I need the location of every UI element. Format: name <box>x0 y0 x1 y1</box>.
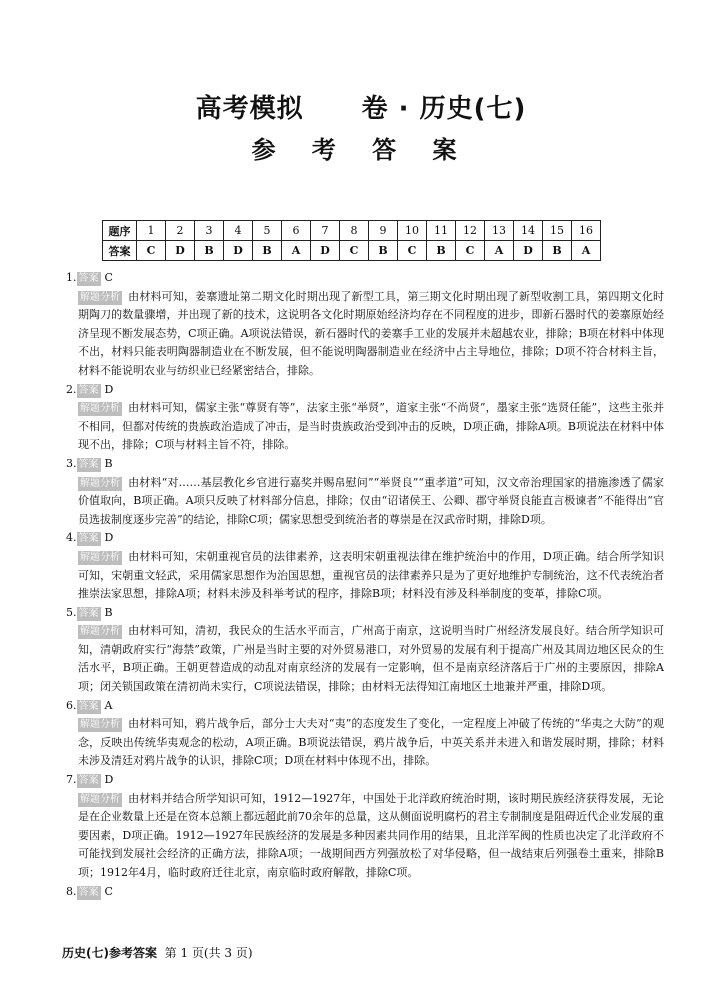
analysis-badge: 解题分析 <box>80 793 120 805</box>
number-row-label: 题序 <box>103 221 137 241</box>
question-number: 3. <box>66 456 77 470</box>
analysis-text: 由材料可知，姜寨遗址第二期文化时期出现了新型工具，第三期文化时期出现了新型收割工具，第四期文化时期陶刀的数量骤增，并出现了新的技术，这说明各文化时期原始经济均存在不同程度的进步，即新石器时代的姜寨原始经济呈现不断发展态势，C项正确。A项说法错误，新石器时代的姜寨手工业的发展并未超越农业，排除；B项在材料中体现不出，材料只能表明陶器制造业在不断发展，但不能说明陶器制造业在经济中占主导地位，排除；D项不符合材料主旨，材料不能说明农业与纺织业已经紧密结合，排除。 <box>78 289 664 377</box>
answer-value: D <box>104 531 114 545</box>
answer-table <box>102 220 601 261</box>
number-cell: 1 <box>137 221 166 241</box>
number-cell: 6 <box>282 221 311 241</box>
answer-row-label: 答案 <box>103 241 137 261</box>
number-cell: 3 <box>195 221 224 241</box>
answer-value: D <box>104 382 114 396</box>
answer-cell: C <box>137 241 166 261</box>
number-cell: 11 <box>427 221 456 241</box>
number-cell: 7 <box>311 221 340 241</box>
answer-badge: 答案 <box>78 775 99 787</box>
analysis-text: 由材料可知，鸦片战争后，部分士大夫对“夷”的态度发生了变化，一定程度上冲破了传统的“华夷之大防”的观念，反映出传统华夷观念的松动，A项正确。B项说法错误，鸦片战争后，中英关系并未进入和谐发展时期，排除；材料未涉及清廷对鸦片战争的认识，排除C项；D项在材料中体现不出，排除。 <box>78 717 664 768</box>
answer-cell: D <box>166 241 195 261</box>
number-cell: 5 <box>253 221 282 241</box>
page-title-part1: 高考模拟 <box>195 94 304 124</box>
footer-title: 历史(七)参考答案 <box>62 946 157 960</box>
number-cell: 9 <box>369 221 398 241</box>
number-cell: 4 <box>224 221 253 241</box>
analysis-text: 由材料可知，宋朝重视官员的法律素养，这表明宋朝重视法律在维护统治中的作用，D项正确。结合所学知识可知，宋朝重文轻武，采用儒家思想作为治国思想，重视官员的法律素养只是为了更好地维护专制统治，这不代表统治者推崇法家思想，排除A项；材料未涉及科举考试的程序，排除B项；材料没有涉及科举制度的变革，排除C项。 <box>78 549 664 601</box>
question-number: 6. <box>66 698 77 712</box>
answer-cell: D <box>311 241 340 261</box>
answer-value: B <box>104 456 113 470</box>
question-item <box>66 771 664 883</box>
page-title <box>0 88 722 125</box>
footer-page: 第 1 页(共 3 页) <box>164 946 253 960</box>
answer-cell: B <box>427 241 456 261</box>
analysis-badge: 解题分析 <box>80 719 120 731</box>
answer-explanations <box>66 269 664 901</box>
page-subtitle: 参 考 答 案 <box>251 136 471 164</box>
answer-cell: B <box>369 241 398 261</box>
question-number: 2. <box>66 382 77 396</box>
answer-value: C <box>104 884 113 898</box>
answer-badge: 答案 <box>78 458 99 470</box>
answer-badge: 答案 <box>78 273 99 284</box>
analysis-text: 由材料可知，清初，我民众的生活水平而言，广州高于南京，这说明当时广州经济发展良好。结合所学知识可知，清朝政府实行“海禁”政策，广州是当时主要的对外贸易港口，对外贸易的发展有利于提高广州及其周边地区民众的生活水平，B项正确。王朝更替造成的动乱对南京经济的发展有一定影响，但不是南京经济落后于广州的主要原因，排除A项；闭关锁国政策在清初尚未实行，C项说法错误，排除；由材料无法得知江南地区土地兼并严重，排除D项。 <box>78 624 664 694</box>
question-number: 1. <box>66 271 77 284</box>
number-cell: 8 <box>340 221 369 241</box>
answer-badge: 答案 <box>78 533 99 545</box>
analysis-text: 由材料“对……基层教化乡官进行嘉奖并赐帛慰问”“举贤良”“重孝道”可知，汉文帝治理国家的措施渗透了儒家价值取向，B项正确。A项只反映了材料部分信息，排除；仅由“诏诸侯王、公卿、郡守举贤良能直言极谏者”不能得出“官员选拔制度逐步完善”的结论，排除C项；儒家思想受到统治者的尊崇是在汉武帝时期，排除D项。 <box>78 475 664 526</box>
analysis-text: 由材料可知，儒家主张“尊贤有等”，法家主张“举贤”，道家主张“不尚贤”，墨家主张“选贤任能”，这些主张并不相同，但都对传统的贵族政治造成了冲击，是当时贵族政治受到冲击的反映，D项正确，排除A项。B项说法在材料中体现不出，排除；C项与材料主旨不符，排除。 <box>78 401 664 452</box>
analysis-badge: 解题分析 <box>80 477 120 489</box>
number-cell: 14 <box>514 221 543 241</box>
answer-cell: A <box>572 241 601 261</box>
answer-value: C <box>104 271 113 284</box>
answer-value: B <box>104 605 113 619</box>
question-item <box>66 529 664 603</box>
number-row <box>103 221 601 241</box>
question-item <box>66 697 664 771</box>
answer-value: A <box>104 698 113 712</box>
question-number: 7. <box>66 773 77 787</box>
answer-cell: D <box>224 241 253 261</box>
answer-cell: C <box>456 241 485 261</box>
answer-cell: C <box>398 241 427 261</box>
number-cell: 12 <box>456 221 485 241</box>
question-number: 5. <box>66 605 77 619</box>
question-item <box>66 604 664 697</box>
answer-value: D <box>104 773 114 787</box>
analysis-badge: 解题分析 <box>80 626 120 638</box>
number-cell: 16 <box>572 221 601 241</box>
answer-row <box>103 241 601 261</box>
answer-badge: 答案 <box>78 886 99 898</box>
analysis-badge: 解题分析 <box>80 403 120 415</box>
answer-cell: C <box>340 241 369 261</box>
answer-cell: A <box>485 241 514 261</box>
analysis-text: 由材料并结合所学知识可知，1912—1927年，中国处于北洋政府统治时期，该时期民族经济获得发展，无论是在企业数量上还是在资本总额上都远超此前70余年的总量，这从侧面说明腐朽的君主专制制度是阻碍近代企业发展的重要因素，D项正确。1912—1927年民族经济的发展是多种因素共同作用的结果，且北洋军阀的性质也决定了北洋政府不可能找到发展社会经济的正确方法，排除A项；一战期间西方列强放松了对华侵略，但一战结束后列强卷土重来，排除B项；1912年4月，临时政府迁往北京，南京临时政府解散，排除C项。 <box>78 791 664 879</box>
question-item <box>66 269 664 381</box>
number-cell: 13 <box>485 221 514 241</box>
answer-cell: A <box>282 241 311 261</box>
answer-badge: 答案 <box>78 384 99 396</box>
page-footer <box>62 944 253 961</box>
answer-cell: B <box>195 241 224 261</box>
answer-cell: D <box>514 241 543 261</box>
question-item <box>66 381 664 455</box>
number-cell: 10 <box>398 221 427 241</box>
question-item <box>66 455 664 529</box>
page-title-part2: 卷 · 历史(七) <box>361 94 527 124</box>
question-number: 4. <box>66 531 77 545</box>
question-item <box>66 883 664 902</box>
number-cell: 2 <box>166 221 195 241</box>
question-number: 8. <box>66 884 77 898</box>
number-cell: 15 <box>543 221 572 241</box>
answer-badge: 答案 <box>78 607 99 619</box>
analysis-badge: 解题分析 <box>80 291 120 303</box>
analysis-badge: 解题分析 <box>80 551 120 563</box>
answer-cell: B <box>543 241 572 261</box>
answer-cell: B <box>253 241 282 261</box>
answer-badge: 答案 <box>78 700 99 712</box>
